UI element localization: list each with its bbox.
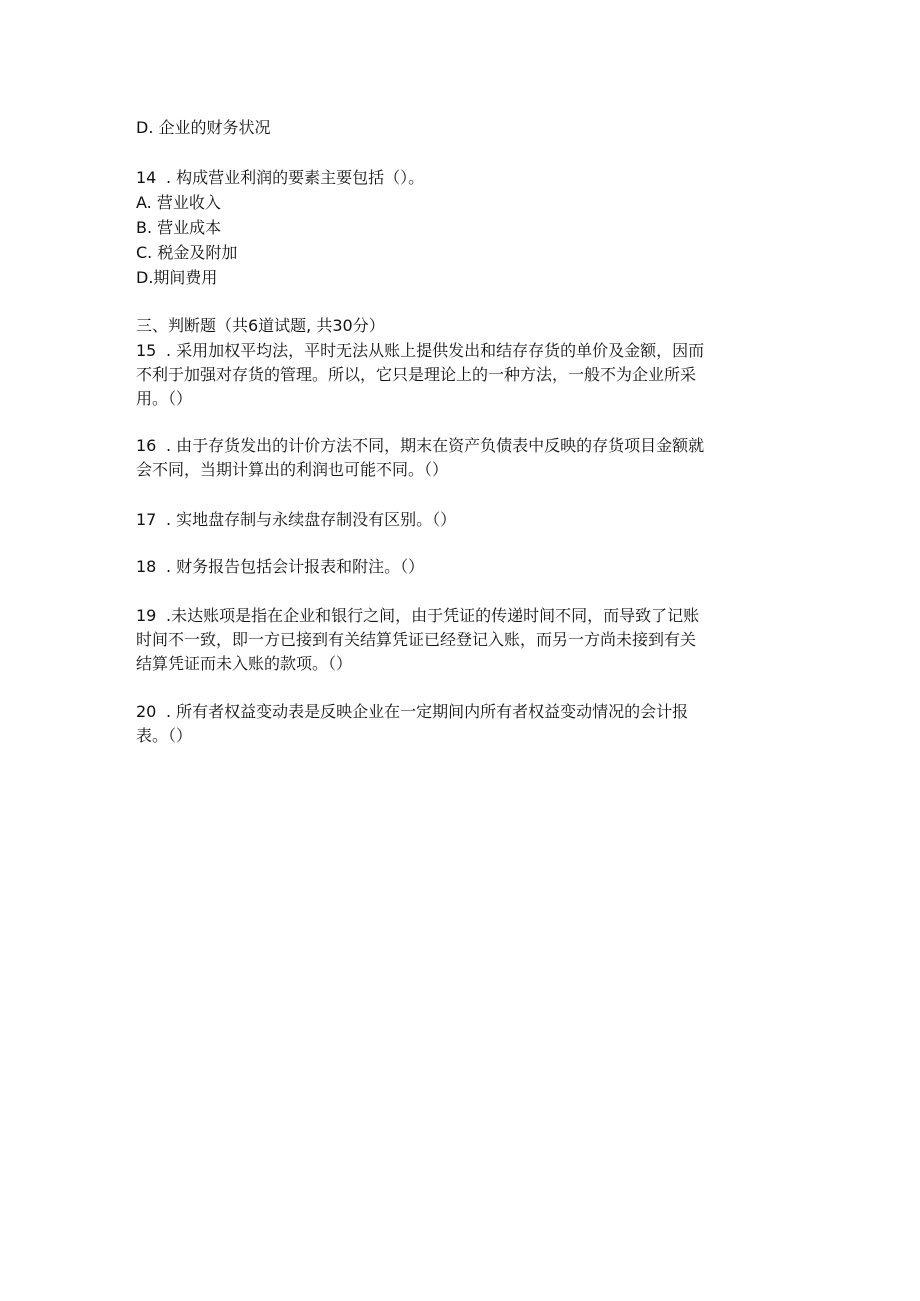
question-number: 19 — [136, 606, 157, 625]
q13-option-d: D. 企业的财务状况 — [136, 118, 271, 137]
section-title: 三、判断题（共6道试题, 共30分） — [136, 316, 385, 335]
question-text: .未达账项是指在企业和银行之间，由于凭证的传递时间不同，而导致了记账 — [166, 606, 700, 625]
question-number: 17 — [136, 510, 157, 529]
q14-option-a: A. 营业收入 — [136, 193, 221, 212]
question-text: . 由于存货发出的计价方法不同，期末在资产负债表中反映的存货项目金额就 — [166, 436, 705, 455]
q20-line-1 — [136, 702, 688, 722]
question-text: . 构成营业利润的要素主要包括（）。 — [166, 168, 425, 187]
q20-line-2: 表。（） — [136, 726, 193, 745]
question-text: . 财务报告包括会计报表和附注。（） — [166, 557, 425, 576]
question-number: 15 — [136, 341, 157, 360]
question-text: . 所有者权益变动表是反映企业在一定期间内所有者权益变动情况的会计报 — [166, 702, 689, 721]
q16-line-1 — [136, 436, 704, 456]
q18-stem — [136, 557, 424, 577]
q19-line-2: 时间不一致，即一方已接到有关结算凭证已经登记入账，而另一方尚未接到有关 — [136, 630, 697, 649]
q14-option-b: B. 营业成本 — [136, 218, 222, 237]
q17-stem — [136, 510, 456, 530]
q15-line-3: 用。（） — [136, 389, 193, 408]
question-text: . 实地盘存制与永续盘存制没有区别。（） — [166, 510, 457, 529]
q19-line-1 — [136, 606, 699, 626]
q14-stem — [136, 168, 424, 188]
q14-option-d: D.期间费用 — [136, 268, 218, 287]
q19-line-3: 结算凭证而未入账的款项。（） — [136, 654, 353, 673]
question-number: 16 — [136, 436, 157, 455]
question-number: 20 — [136, 702, 157, 721]
q15-line-2: 不利于加强对存货的管理。所以，它只是理论上的一种方法，一般不为企业所采 — [136, 365, 697, 384]
question-number: 18 — [136, 557, 157, 576]
q14-option-c: C. 税金及附加 — [136, 243, 238, 262]
q15-line-1 — [136, 341, 704, 361]
question-number: 14 — [136, 168, 157, 187]
q16-line-2: 会不同，当期计算出的利润也可能不同。（） — [136, 460, 449, 479]
question-text: . 采用加权平均法，平时无法从账上提供发出和结存存货的单价及金额，因而 — [166, 341, 705, 360]
